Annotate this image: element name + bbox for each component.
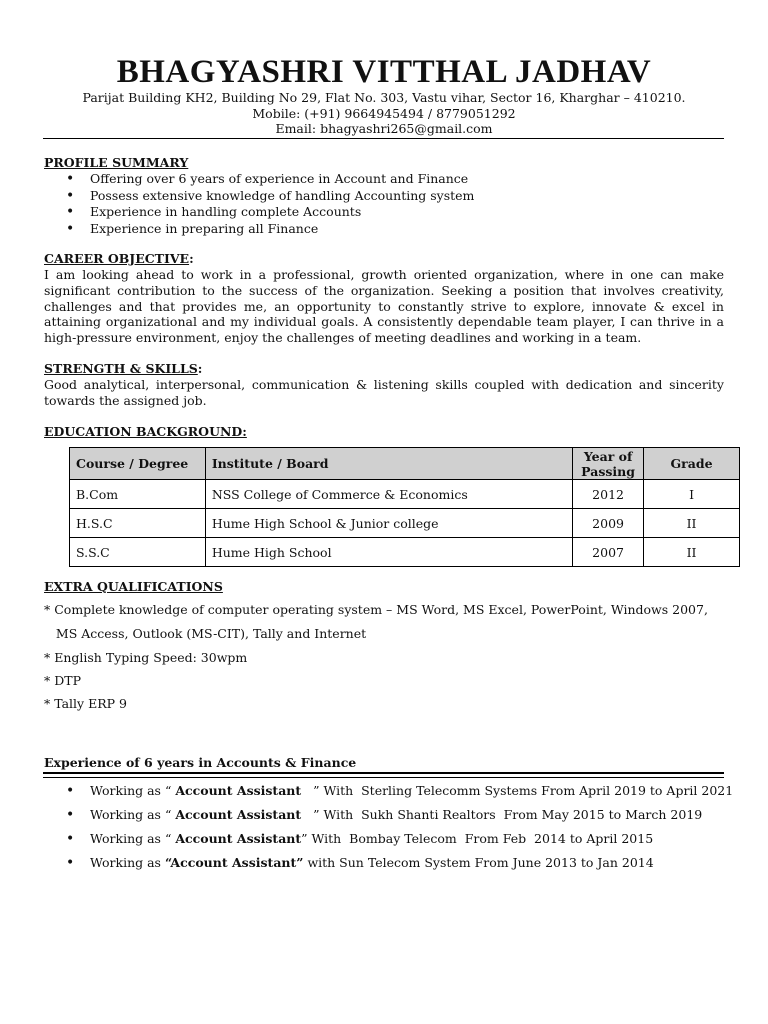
cell-institute: Hume High School & Junior college <box>205 509 572 538</box>
qualification-line: MS Access, Outlook (MS-CIT), Tally and Internet <box>44 626 367 641</box>
experience-role: Account Assistant <box>175 807 302 822</box>
experience-role: “Account Assistant” <box>164 855 304 870</box>
experience-list <box>44 779 733 875</box>
experience-heading: Experience of 6 years in Accounts & Finance <box>44 755 357 770</box>
education-table <box>69 447 740 567</box>
list-item: • Experience in handling complete Accounts <box>44 204 474 221</box>
column-header-institute: Institute / Board <box>205 448 572 480</box>
column-header-grade: Grade <box>644 448 740 480</box>
header-divider <box>43 138 724 139</box>
profile-summary-heading: PROFILE SUMMARY <box>44 155 189 170</box>
experience-role: Account Assistant <box>175 783 302 798</box>
career-objective-heading-text: CAREER OBJECTIVE <box>44 251 190 266</box>
list-item <box>44 851 733 875</box>
extra-qualifications-heading: EXTRA QUALIFICATIONS <box>44 579 223 594</box>
cell-grade: I <box>644 480 740 509</box>
experience-detail: ” With Sterling Telecomm Systems From April 2019 to April 2021 <box>301 783 734 798</box>
email-line: Email: bhagyashri265@gmail.com <box>275 121 493 136</box>
experience-prefix: Working as “ <box>90 807 176 822</box>
list-item: • Experience in preparing all Finance <box>44 221 474 238</box>
strength-skills-heading: STRENGTH & SKILLS: <box>44 361 203 376</box>
list-item: • Offering over 6 years of experience in Account and Finance <box>44 171 474 188</box>
cell-year: 2012 <box>573 480 644 509</box>
experience-divider-thick <box>43 772 724 774</box>
list-item <box>44 827 733 851</box>
list-item: • Possess extensive knowledge of handling Accounting system <box>44 188 474 205</box>
profile-summary-list <box>44 171 474 237</box>
list-item <box>44 779 733 803</box>
strength-skills-heading-text: STRENGTH & SKILLS <box>44 361 198 376</box>
experience-detail: ” With Bombay Telecom From Feb 2014 to April 2015 <box>301 831 654 846</box>
experience-prefix: Working as <box>90 855 165 870</box>
cell-course: H.S.C <box>70 509 206 538</box>
mobile-line: Mobile: (+91) 9664945494 / 8779051292 <box>252 106 516 121</box>
table-row <box>70 509 740 538</box>
cell-institute: NSS College of Commerce & Economics <box>205 480 572 509</box>
qualification-line: * Tally ERP 9 <box>44 696 127 711</box>
cell-course: S.S.C <box>70 538 206 567</box>
table-row <box>70 538 740 567</box>
career-objective-text: I am looking ahead to work in a professional, growth oriented organization, where in one can make significant contribution to the success of the organization. Seeking a position that involves creativity, challenges and that provides me, an opportunity to constantly strive to explore, innovate & excel in attaining organizational and my individual goals. A consistently dependable team player, I can thrive in a high-pressure environment, enjoy the challenges of meeting deadlines and working in a team. <box>44 267 724 346</box>
candidate-name: BHAGYASHRI VITTHAL JADHAV <box>116 54 652 90</box>
cell-grade: II <box>644 538 740 567</box>
table-row <box>70 480 740 509</box>
experience-role: Account Assistant <box>175 831 302 846</box>
qualification-line: * Complete knowledge of computer operating system – MS Word, MS Excel, PowerPoint, Windows 2007, <box>44 602 708 617</box>
cell-year: 2007 <box>573 538 644 567</box>
qualification-line: * English Typing Speed: 30wpm <box>44 650 248 665</box>
cell-institute: Hume High School <box>205 538 572 567</box>
address-line: Parijat Building KH2, Building No 29, Flat No. 303, Vastu vihar, Sector 16, Kharghar – 410210. <box>82 90 686 105</box>
column-header-year: Year of Passing <box>573 448 644 480</box>
experience-prefix: Working as “ <box>90 783 176 798</box>
strength-skills-text: Good analytical, interpersonal, communication & listening skills coupled with dedication and sincerity towards the assigned job. <box>44 377 724 408</box>
column-header-course: Course / Degree <box>70 448 206 480</box>
cell-grade: II <box>644 509 740 538</box>
table-header-row <box>70 448 740 480</box>
cell-course: B.Com <box>70 480 206 509</box>
education-heading: EDUCATION BACKGROUND: <box>44 424 247 439</box>
qualification-line: * DTP <box>44 673 81 688</box>
experience-prefix: Working as “ <box>90 831 176 846</box>
list-item <box>44 803 733 827</box>
experience-divider-thin <box>43 777 724 778</box>
cell-year: 2009 <box>573 509 644 538</box>
experience-detail: with Sun Telecom System From June 2013 to Jan 2014 <box>303 855 654 870</box>
experience-detail: ” With Sukh Shanti Realtors From May 2015 to March 2019 <box>301 807 703 822</box>
career-objective-heading: CAREER OBJECTIVE: <box>44 251 194 266</box>
